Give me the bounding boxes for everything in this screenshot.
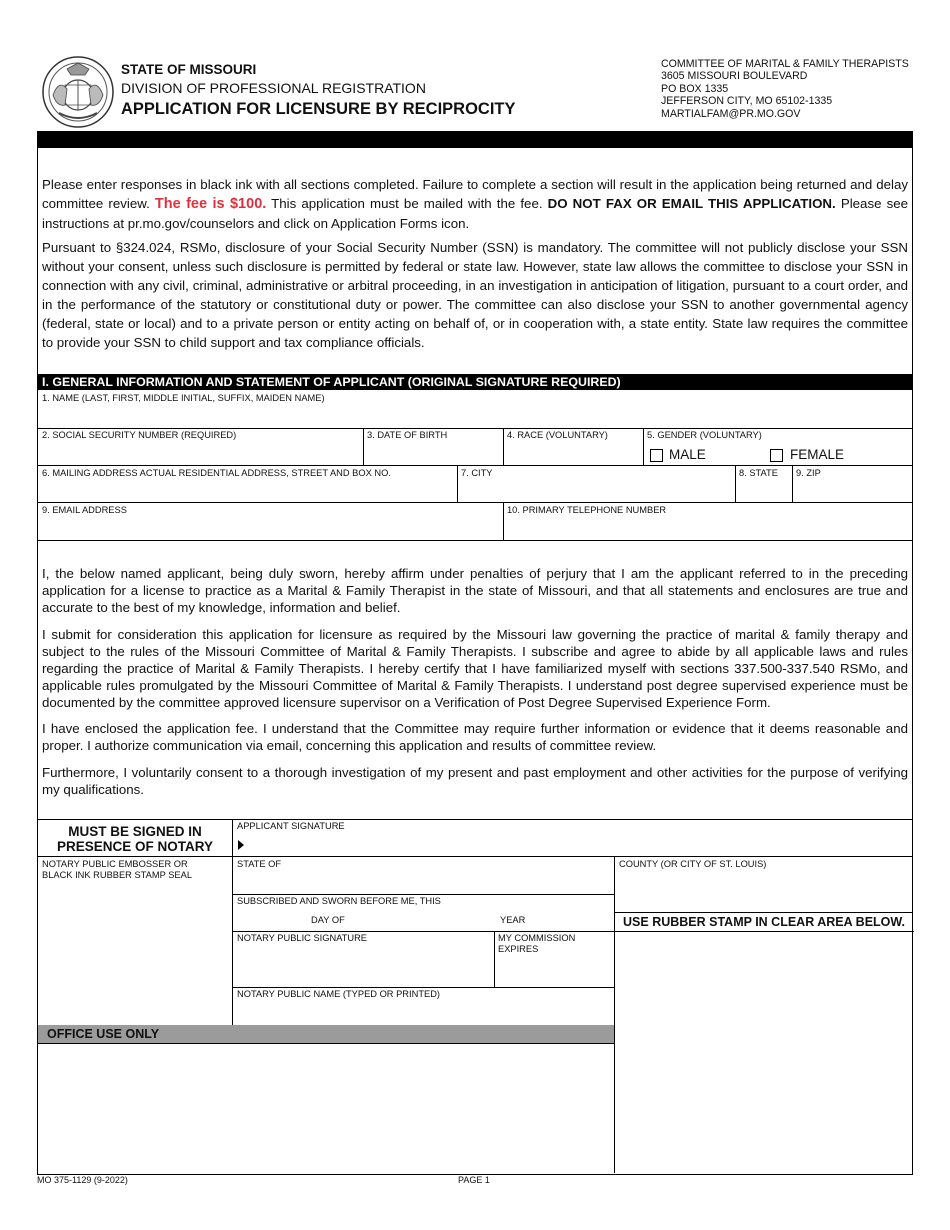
missouri-state-seal-icon [41,55,115,129]
fee-paragraph: I have enclosed the application fee. I understand that the Committee may require further information or evidence that it deems reasonable and proper. I authorize communication via email, concerning this application and results of committee review. [42,721,908,753]
subscribed-label: SUBSCRIBED AND SWORN BEFORE ME, THIS [237,896,441,906]
committee-line: PO BOX 1335 [661,82,729,95]
notary-signature-field[interactable]: NOTARY PUBLIC SIGNATURE [237,933,368,943]
committee-address [661,58,909,120]
county-field[interactable]: COUNTY (OR CITY OF ST. LOUIS) [619,859,767,869]
state-of-field[interactable]: STATE OF [237,859,282,869]
office-use-header [38,1025,614,1043]
divider [37,540,913,541]
state-heading: STATE OF MISSOURI [121,62,257,77]
city-field[interactable]: 7. CITY [461,468,493,478]
consent-paragraph: Furthermore, I voluntarily consent to a thorough investigation of my present and past employment and other activities for the purpose of verifying my qualifications. [42,765,908,797]
form-number: MO 375-1129 (9-2022) [37,1175,128,1185]
committee-line: COMMITTEE OF MARITAL & FAMILY THERAPISTS [661,58,909,70]
sign-here-arrow-icon [238,840,244,850]
intro-text: This application must be mailed with the fee. [271,196,543,211]
ssn-disclosure-paragraph: Pursuant to §324.024, RSMo, disclosure of your Social Security Number (SSN) is mandatory. The committee will not publicly disclose your SSN without your consent, unless such disclosure is permitted by federal or state law. However, state law allows the committee to disclose your SSN in connection with any civil, criminal, administrative or arbitral proceeding, in an investigation in anticipation of litigation, pursuant to a court order, and in the performance of the statutory or constitutional duty or power. The committee can also disclose your SSN to another governmental agency (federal, state or local) and to a private person or entity acting on behalf of, or in cooperation with, a state entity. State law requires the committee to provide your SSN to child support and tax compliance officials. [42,240,908,350]
dob-field[interactable]: 3. DATE OF BIRTH [367,430,448,440]
divider [494,931,495,987]
embosser-label-2: BLACK INK RUBBER STAMP SEAL [42,870,193,880]
commission-expires-field[interactable]: MY COMMISSION [498,933,576,943]
address-field[interactable]: 6. MAILING ADDRESS ACTUAL RESIDENTIAL ADDRESS, STREET AND BOX NO. [42,468,391,478]
zip-field[interactable]: 9. ZIP [796,468,821,478]
submission-paragraph: I submit for consideration this application for licensure as required by the Missouri law governing the practice of marital & family therapy and subject to the rules of the Missouri Committee of Marital & Family Therapists. I subscribe and agree to abide by all applicable laws and rules regarding the practice of Marital & Family Therapists. I hereby certify that I have familiarized myself with sections 337.500-337.540 RSMo, and applicable rules promulgated by the Missouri Committee of Marital & Family Therapists. I understand post degree supervised experience must be documented by the committee approved licensure supervisor on a Verification of Post Degree Supervised Experience Form. [42,627,908,710]
year-field[interactable]: YEAR [500,915,526,925]
no-fax-notice: DO NOT FAX OR EMAIL THIS APPLICATION. [547,196,836,211]
divider [735,465,736,502]
page-number: PAGE 1 [458,1175,490,1185]
female-label: FEMALE [790,447,845,462]
divider [232,987,614,988]
intro-paragraph-1 [42,175,908,233]
day-of-field[interactable]: DAY OF [311,915,345,925]
divider [37,856,913,857]
committee-email: MARTIALFAM@PR.MO.GOV [661,107,801,120]
commission-expires-label: EXPIRES [498,944,539,954]
embosser-label: NOTARY PUBLIC EMBOSSER OR [42,859,188,869]
divider [37,428,913,429]
fee-notice: The fee is $100. [154,196,267,212]
form-title: APPLICATION FOR LICENSURE BY RECIPROCITY [121,100,516,118]
affirmation-paragraph: I, the below named applicant, being duly sworn, hereby affirm under penalties of perjury that I am the applicant referred to in the preceding application for a license to practice as a Marital & Family Therapist in the state of Missouri, and that all statements and enclosures are true and accurate to the best of my knowledge, information and belief. [42,566,908,615]
gender-label: 5. GENDER (VOLUNTARY) [647,430,762,440]
divider [503,502,504,540]
rubber-stamp-instruction: USE RUBBER STAMP IN CLEAR AREA BELOW. [623,915,905,929]
email-field[interactable]: 9. EMAIL ADDRESS [42,505,127,515]
divider [614,856,615,1173]
applicant-signature-field[interactable]: APPLICANT SIGNATURE [237,821,345,831]
male-label: MALE [669,447,706,462]
divider [37,819,913,820]
division-heading: DIVISION OF PROFESSIONAL REGISTRATION [121,80,426,96]
divider [232,894,614,895]
name-field[interactable]: 1. NAME (LAST, FIRST, MIDDLE INITIAL, SUFFIX, MAIDEN NAME) [42,393,325,403]
committee-line: JEFFERSON CITY, MO 65102-1335 [661,95,833,108]
section-1-title: I. GENERAL INFORMATION AND STATEMENT OF APPLICANT (ORIGINAL SIGNATURE REQUIRED) [42,375,621,389]
divider [457,465,458,502]
ssn-field[interactable]: 2. SOCIAL SECURITY NUMBER (REQUIRED) [42,430,237,440]
divider [37,1043,614,1044]
notary-name-field[interactable]: NOTARY PUBLIC NAME (TYPED OR PRINTED) [237,989,441,999]
section-1-header [37,374,913,390]
top-black-bar [37,131,913,148]
state-field[interactable]: 8. STATE [739,468,778,478]
race-field[interactable]: 4. RACE (VOLUNTARY) [507,430,608,440]
intro-text: Please enter responses in black ink with all sections completed. Failure to complete a section will result in the application being returned and delay committee review. [42,177,908,211]
committee-line: 3605 MISSOURI BOULEVARD [661,70,808,83]
divider [792,465,793,502]
male-checkbox[interactable] [650,449,663,462]
divider [37,465,913,466]
notary-requirement: MUST BE SIGNED IN PRESENCE OF NOTARY [56,824,213,854]
intro-text: Please see instructions at pr.mo.gov/counselors and click on Application Forms icon. [42,196,909,231]
divider [363,428,364,465]
phone-field[interactable]: 10. PRIMARY TELEPHONE NUMBER [507,505,667,515]
divider [37,502,913,503]
divider [503,428,504,465]
divider [643,428,644,465]
female-checkbox[interactable] [770,449,783,462]
office-use-label: OFFICE USE ONLY [47,1027,160,1041]
